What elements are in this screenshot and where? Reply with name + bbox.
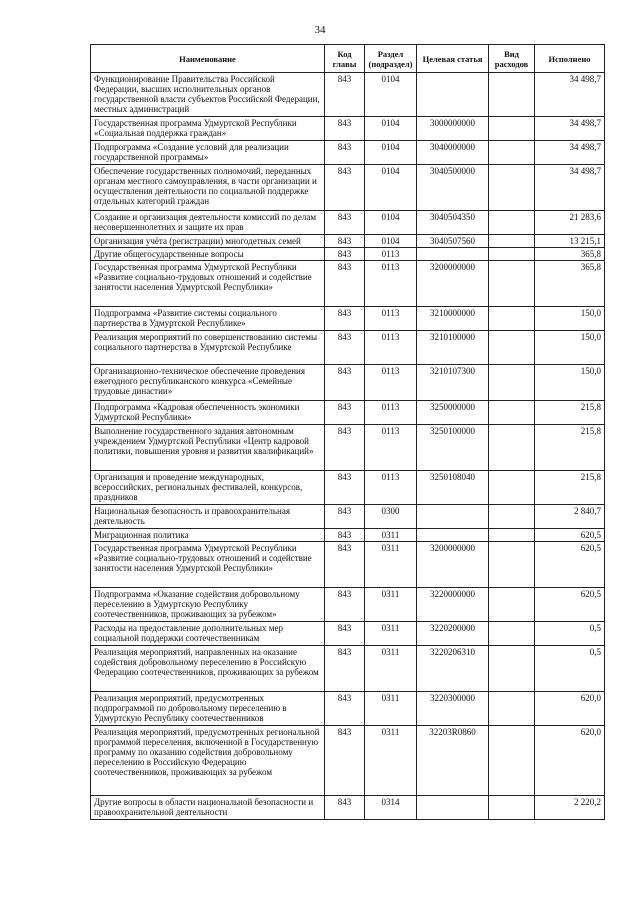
cell-name: Реализация мероприятий, предусмотренных подпрограммой по добровольному переселению в Удмуртскую Республику соотечественников	[91, 692, 325, 726]
cell-type	[489, 588, 535, 622]
table-row	[91, 117, 605, 141]
cell-amount: 620,5	[535, 529, 605, 542]
cell-amount: 365,8	[535, 248, 605, 261]
table-row	[91, 529, 605, 542]
cell-type	[489, 505, 535, 529]
table-row	[91, 248, 605, 261]
cell-name: Подпрограмма «Оказание содействия добровольному переселению в Удмуртскую Республику соотечественников, проживающих за рубежом»	[91, 588, 325, 622]
cell-name: Выполнение государственного задания автономным учреждением Удмуртской Республики «Центр кадровой политики, повышения уровня и развития квалификаций»	[91, 425, 325, 471]
cell-section: 0300	[365, 505, 417, 529]
cell-section: 0113	[365, 261, 417, 307]
cell-code: 843	[325, 692, 365, 726]
cell-target: 3040504350	[417, 211, 489, 235]
cell-amount: 150,0	[535, 365, 605, 401]
table-row	[91, 796, 605, 820]
cell-amount: 2 220,2	[535, 796, 605, 820]
cell-target: 3220200000	[417, 622, 489, 646]
cell-target: 3210100000	[417, 331, 489, 365]
cell-code: 843	[325, 331, 365, 365]
cell-section: 0311	[365, 529, 417, 542]
budget-table	[90, 44, 605, 820]
cell-name: Государственная программа Удмуртской Республики «Развитие социально-трудовых отношений и содействие занятости населения Удмуртской Республики»	[91, 542, 325, 588]
column-header-amount: Исполнено	[535, 45, 605, 73]
cell-section: 0104	[365, 235, 417, 248]
cell-section: 0113	[365, 365, 417, 401]
column-header-section: Раздел (подраздел)	[365, 45, 417, 73]
cell-name: Другие вопросы в области национальной безопасности и правоохранительной деятельности	[91, 796, 325, 820]
cell-amount: 150,0	[535, 331, 605, 365]
table-body	[91, 73, 605, 820]
cell-target: 3250108040	[417, 471, 489, 505]
cell-code: 843	[325, 261, 365, 307]
cell-section: 0311	[365, 622, 417, 646]
cell-code: 843	[325, 141, 365, 165]
cell-type	[489, 646, 535, 692]
table-row	[91, 261, 605, 307]
page-number: 34	[314, 24, 326, 36]
cell-name: Обеспечение государственных полномочий, переданных органам местного самоуправления, в части организации и осуществления деятельности по социальной поддержке отдельных категорий граждан	[91, 165, 325, 211]
table-row	[91, 331, 605, 365]
cell-name: Расходы на предоставление дополнительных мер социальной поддержки соотечественникам	[91, 622, 325, 646]
cell-type	[489, 331, 535, 365]
cell-name: Функционирование Правительства Российской Федерации, высших исполнительных органов государственной власти субъектов Российской Федерации, местных администраций	[91, 73, 325, 117]
cell-type	[489, 211, 535, 235]
cell-target: 32203R0860	[417, 726, 489, 796]
cell-type	[489, 401, 535, 425]
cell-target	[417, 529, 489, 542]
cell-section: 0104	[365, 117, 417, 141]
cell-target: 3210000000	[417, 307, 489, 331]
cell-target: 3210107300	[417, 365, 489, 401]
cell-amount: 365,8	[535, 261, 605, 307]
cell-target	[417, 73, 489, 117]
cell-type	[489, 542, 535, 588]
cell-amount: 13 215,1	[535, 235, 605, 248]
cell-type	[489, 365, 535, 401]
column-header-code: Код главы	[325, 45, 365, 73]
cell-name: Миграционная политика	[91, 529, 325, 542]
table-row	[91, 73, 605, 117]
table-row	[91, 307, 605, 331]
table-row	[91, 692, 605, 726]
cell-code: 843	[325, 117, 365, 141]
cell-code: 843	[325, 165, 365, 211]
table-row	[91, 542, 605, 588]
cell-section: 0104	[365, 141, 417, 165]
cell-amount: 620,0	[535, 692, 605, 726]
table-row	[91, 505, 605, 529]
table-row	[91, 622, 605, 646]
cell-type	[489, 235, 535, 248]
cell-amount: 0,5	[535, 622, 605, 646]
cell-section: 0113	[365, 425, 417, 471]
table-row	[91, 646, 605, 692]
cell-section: 0311	[365, 646, 417, 692]
table-header	[91, 45, 605, 73]
cell-code: 843	[325, 505, 365, 529]
cell-code: 843	[325, 248, 365, 261]
cell-target: 3200000000	[417, 261, 489, 307]
cell-amount: 34 498,7	[535, 73, 605, 117]
cell-section: 0314	[365, 796, 417, 820]
cell-name: Создание и организация деятельности комиссий по делам несовершеннолетних и защите их прав	[91, 211, 325, 235]
cell-code: 843	[325, 425, 365, 471]
cell-target: 3040500000	[417, 165, 489, 211]
cell-target	[417, 505, 489, 529]
cell-section: 0311	[365, 588, 417, 622]
cell-code: 843	[325, 365, 365, 401]
cell-name: Подпрограмма «Развитие системы социального партнерства в Удмуртской Республике»	[91, 307, 325, 331]
cell-name: Другие общегосударственные вопросы	[91, 248, 325, 261]
column-header-type: Вид расходов	[489, 45, 535, 73]
cell-target: 3040507560	[417, 235, 489, 248]
cell-amount: 34 498,7	[535, 141, 605, 165]
column-header-name: Наименование	[91, 45, 325, 73]
cell-code: 843	[325, 529, 365, 542]
cell-amount: 215,8	[535, 425, 605, 471]
table-row	[91, 425, 605, 471]
cell-target: 3220206310	[417, 646, 489, 692]
cell-name: Организация учёта (регистрации) многодетных семей	[91, 235, 325, 248]
cell-name: Государственная программа Удмуртской Республики «Социальная поддержка граждан»	[91, 117, 325, 141]
column-header-target: Целевая статья	[417, 45, 489, 73]
cell-target	[417, 796, 489, 820]
cell-amount: 21 283,6	[535, 211, 605, 235]
cell-section: 0113	[365, 331, 417, 365]
cell-type	[489, 117, 535, 141]
cell-code: 843	[325, 471, 365, 505]
cell-amount: 215,8	[535, 471, 605, 505]
cell-code: 843	[325, 235, 365, 248]
cell-type	[489, 726, 535, 796]
cell-type	[489, 692, 535, 726]
cell-section: 0104	[365, 73, 417, 117]
cell-name: Реализация мероприятий, предусмотренных региональной программой переселения, включенной в Государственную программу по оказанию содействия добровольному переселению в Российскую Федерацию соотечественников, проживающих за рубежом	[91, 726, 325, 796]
cell-type	[489, 248, 535, 261]
table-row	[91, 726, 605, 796]
cell-name: Подпрограмма «Создание условий для реализации государственной программы»	[91, 141, 325, 165]
cell-type	[489, 165, 535, 211]
cell-amount: 2 840,7	[535, 505, 605, 529]
cell-section: 0311	[365, 692, 417, 726]
cell-target: 3000000000	[417, 117, 489, 141]
cell-amount: 34 498,7	[535, 165, 605, 211]
cell-target: 3040000000	[417, 141, 489, 165]
cell-amount: 620,0	[535, 726, 605, 796]
cell-target: 3220300000	[417, 692, 489, 726]
cell-code: 843	[325, 401, 365, 425]
cell-amount: 0,5	[535, 646, 605, 692]
cell-name: Реализация мероприятий по совершенствованию системы социального партнерства в Удмуртской Республике	[91, 331, 325, 365]
cell-code: 843	[325, 622, 365, 646]
cell-section: 0113	[365, 401, 417, 425]
cell-code: 843	[325, 73, 365, 117]
table-row	[91, 165, 605, 211]
cell-type	[489, 307, 535, 331]
cell-section: 0311	[365, 542, 417, 588]
cell-name: Реализация мероприятий, направленных на оказание содействия добровольному переселению в Российскую Федерацию соотечественников, проживающих за рубежом	[91, 646, 325, 692]
cell-code: 843	[325, 588, 365, 622]
cell-name: Организационно-техническое обеспечение проведения ежегодного республиканского конкурса «Семейные трудовые династии»	[91, 365, 325, 401]
cell-target: 3250000000	[417, 401, 489, 425]
cell-code: 843	[325, 542, 365, 588]
cell-type	[489, 141, 535, 165]
cell-code: 843	[325, 646, 365, 692]
cell-amount: 150,0	[535, 307, 605, 331]
cell-section: 0311	[365, 726, 417, 796]
cell-name: Национальная безопасность и правоохранительная деятельность	[91, 505, 325, 529]
cell-section: 0113	[365, 248, 417, 261]
cell-type	[489, 261, 535, 307]
cell-code: 843	[325, 211, 365, 235]
cell-section: 0104	[365, 211, 417, 235]
cell-amount: 620,5	[535, 542, 605, 588]
cell-type	[489, 622, 535, 646]
cell-code: 843	[325, 307, 365, 331]
cell-amount: 215,8	[535, 401, 605, 425]
cell-amount: 34 498,7	[535, 117, 605, 141]
cell-section: 0113	[365, 307, 417, 331]
table-row	[91, 365, 605, 401]
cell-code: 843	[325, 796, 365, 820]
cell-target	[417, 248, 489, 261]
cell-name: Организация и проведение международных, всероссийских, региональных фестивалей, конкурсов, праздников	[91, 471, 325, 505]
cell-type	[489, 529, 535, 542]
cell-target: 3200000000	[417, 542, 489, 588]
cell-name: Государственная программа Удмуртской Республики «Развитие социально-трудовых отношений и содействие занятости населения Удмуртской Республики»	[91, 261, 325, 307]
cell-section: 0113	[365, 471, 417, 505]
table-row	[91, 211, 605, 235]
cell-name: Подпрограмма «Кадровая обеспеченность экономики Удмуртской Республики»	[91, 401, 325, 425]
cell-section: 0104	[365, 165, 417, 211]
cell-code: 843	[325, 726, 365, 796]
table-row	[91, 401, 605, 425]
cell-target: 3220000000	[417, 588, 489, 622]
cell-target: 3250100000	[417, 425, 489, 471]
table-row	[91, 235, 605, 248]
table-row	[91, 141, 605, 165]
cell-type	[489, 73, 535, 117]
table-row	[91, 471, 605, 505]
cell-amount: 620,5	[535, 588, 605, 622]
cell-type	[489, 796, 535, 820]
cell-type	[489, 425, 535, 471]
cell-type	[489, 471, 535, 505]
table-row	[91, 588, 605, 622]
